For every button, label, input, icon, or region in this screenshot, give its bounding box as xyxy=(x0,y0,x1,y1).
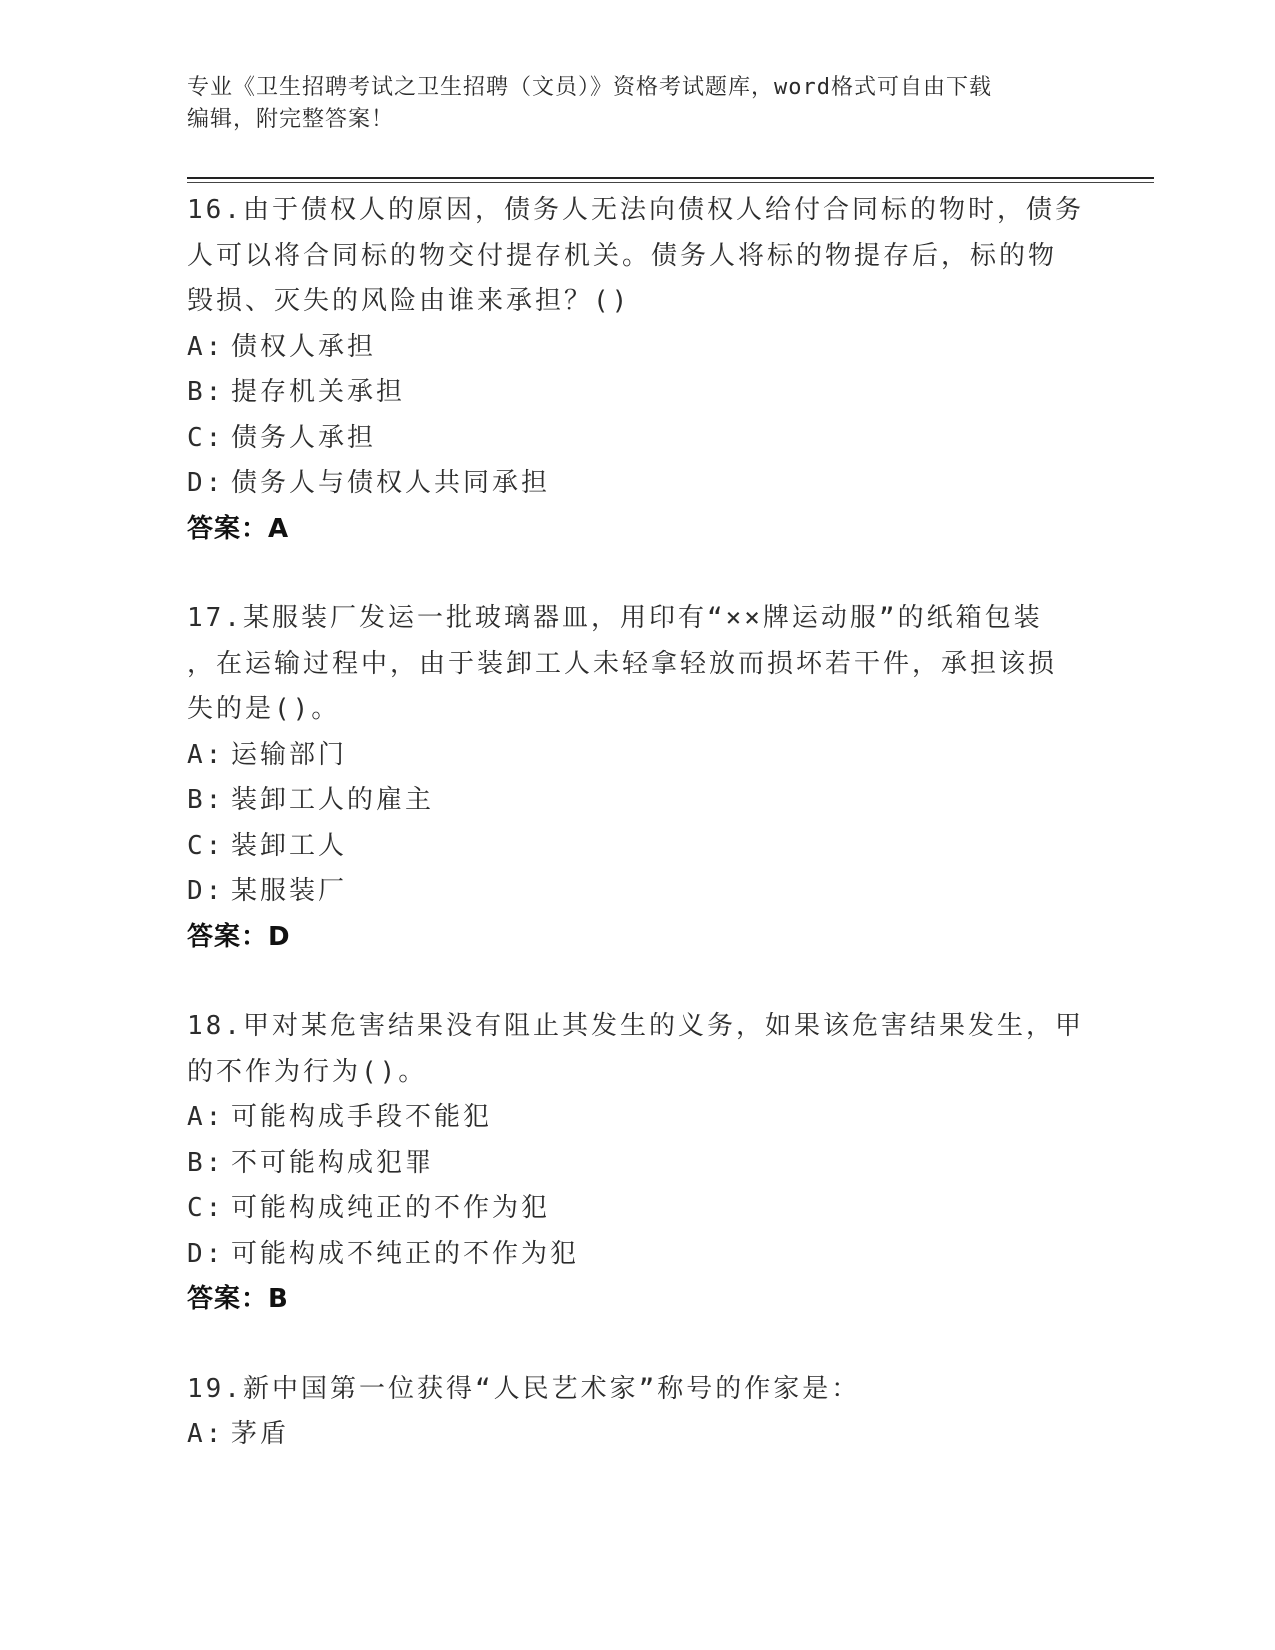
option-d xyxy=(187,869,1087,915)
question-text-line: 16.由于债权人的原因，债务人无法向债权人给付合同标的物时，债务 xyxy=(187,195,1084,225)
option-label: A: xyxy=(187,331,225,362)
option-label: B: xyxy=(187,1147,225,1178)
option-a xyxy=(187,325,1087,371)
option-text: 茅盾 xyxy=(231,1419,290,1449)
option-a xyxy=(187,1095,1087,1141)
option-text: 可能构成纯正的不作为犯 xyxy=(231,1193,551,1223)
question-text-line: 19.新中国第一位获得“人民艺术家”称号的作家是： xyxy=(187,1373,861,1404)
option-label: A: xyxy=(187,739,225,770)
header-line-1: 专业《卫生招聘考试之卫生招聘（文员）》资格考试题库，word格式可自由下载 xyxy=(187,75,992,100)
question-text-line: ，在运输过程中，由于装卸工人未轻拿轻放而损坏若干件，承担该损 xyxy=(187,648,1058,679)
question-text-line: 17.某服装厂发运一批玻璃器皿，用印有“××牌运动服”的纸箱包装 xyxy=(187,603,1043,633)
option-b xyxy=(187,778,1087,824)
option-d xyxy=(187,461,1087,507)
question-19 xyxy=(187,1367,1087,1458)
option-c xyxy=(187,1186,1087,1232)
option-c xyxy=(187,416,1087,462)
option-text: 债务人承担 xyxy=(231,422,377,453)
option-d xyxy=(187,1232,1087,1278)
option-label: B: xyxy=(187,377,225,407)
option-label: C: xyxy=(187,830,225,861)
header-divider xyxy=(187,177,1154,179)
question-17 xyxy=(187,596,1087,960)
answer-line: 答案：D xyxy=(187,921,291,952)
option-label: A: xyxy=(187,1419,225,1449)
question-text-line: 毁损、灭失的风险由谁来承担？() xyxy=(187,286,631,316)
option-text: 运输部门 xyxy=(231,739,348,770)
question-text-line: 18.甲对某危害结果没有阻止其发生的义务，如果该危害结果发生，甲 xyxy=(187,1011,1084,1041)
option-label: D: xyxy=(187,1238,225,1269)
question-18 xyxy=(187,1004,1087,1323)
option-label: D: xyxy=(187,468,225,498)
document-header xyxy=(187,72,1087,136)
option-b xyxy=(187,1141,1087,1187)
option-text: 装卸工人的雇主 xyxy=(231,785,435,815)
option-text: 债权人承担 xyxy=(231,331,377,362)
question-text-line: 失的是()。 xyxy=(187,694,341,724)
option-text: 可能构成手段不能犯 xyxy=(231,1102,493,1132)
header-divider-thin xyxy=(187,182,1154,183)
option-label: A: xyxy=(187,1102,225,1132)
option-c xyxy=(187,824,1087,870)
option-a xyxy=(187,733,1087,779)
option-text: 可能构成不纯正的不作为犯 xyxy=(231,1238,580,1269)
question-text-line: 人可以将合同标的物交付提存机关。债务人将标的物提存后，标的物 xyxy=(187,240,1058,271)
option-b xyxy=(187,370,1087,416)
option-label: C: xyxy=(187,1193,225,1223)
option-label: D: xyxy=(187,876,225,906)
header-line-2: 编辑，附完整答案！ xyxy=(187,107,395,132)
option-text: 债务人与债权人共同承担 xyxy=(231,468,551,498)
option-label: C: xyxy=(187,422,225,453)
option-text: 提存机关承担 xyxy=(231,377,406,407)
question-text-line: 的不作为行为()。 xyxy=(187,1056,428,1087)
option-text: 不可能构成犯罪 xyxy=(231,1147,435,1178)
option-a xyxy=(187,1412,1087,1458)
question-16 xyxy=(187,188,1087,552)
answer-line: 答案：A xyxy=(187,513,290,544)
option-label: B: xyxy=(187,785,225,815)
question-list xyxy=(187,188,1087,1502)
option-text: 某服装厂 xyxy=(231,876,348,906)
answer-line: 答案：B xyxy=(187,1284,289,1314)
option-text: 装卸工人 xyxy=(231,830,348,861)
